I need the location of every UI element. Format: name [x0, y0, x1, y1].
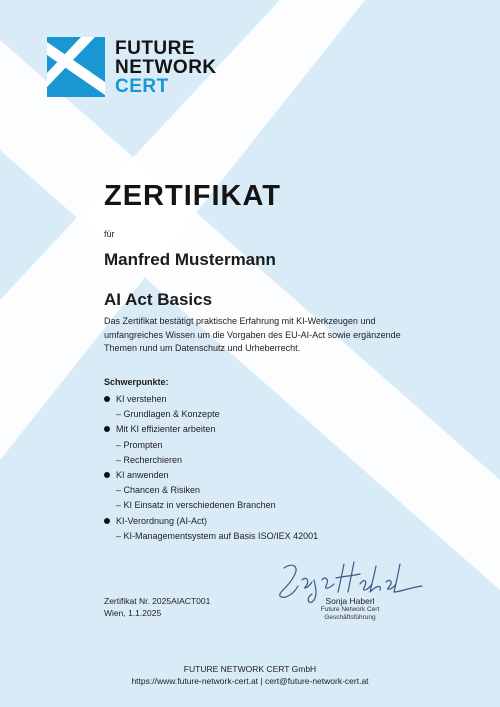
footer-contact: https://www.future-network-cert.at | cert@future-network-cert.at — [131, 676, 369, 686]
focus-item — [104, 514, 318, 544]
focus-sublist — [104, 529, 318, 544]
logo-text-future: FUTURE — [115, 37, 196, 59]
focus-sublist — [104, 438, 318, 468]
certificate-number: Zertifikat Nr. 2025AIACT001 — [104, 596, 211, 606]
focus-subitem: – Prompten — [116, 439, 163, 450]
focus-heading: Schwerpunkte: — [104, 377, 169, 387]
focus-item — [104, 392, 318, 422]
focus-item — [104, 422, 318, 468]
footer — [0, 663, 500, 687]
signer-block — [300, 596, 400, 622]
focus-list — [104, 392, 318, 544]
bullet-icon — [104, 426, 110, 432]
signer-role: Geschäftsführung — [324, 614, 376, 621]
focus-subitem: – KI-Managementsystem auf Basis ISO/IEX 42001 — [116, 530, 319, 541]
focus-subitem: – Recherchieren — [116, 454, 183, 465]
certificate-description: Das Zertifikat bestätigt praktische Erfahrung mit KI-Werkzeugen und umfangreiches Wissen um die Vorgaben des EU-AI-Act sowie ergänzende Themen rund um Datenschutz und Urheberrecht. — [104, 316, 401, 353]
recipient-name: Manfred Mustermann — [104, 250, 276, 269]
focus-item-label: KI-Verordnung (AI-Act) — [116, 515, 208, 526]
brand-logo — [47, 37, 217, 97]
bullet-icon — [104, 472, 110, 478]
signer-name: Sonja Haberl — [325, 596, 375, 606]
bullet-icon — [104, 396, 110, 402]
bullet-icon — [104, 518, 110, 524]
signer-company: Future Network Cert — [320, 606, 380, 613]
focus-sublist — [104, 407, 318, 422]
focus-subitem: – KI Einsatz in verschiedenen Branchen — [116, 500, 276, 511]
focus-item-label: KI anwenden — [116, 470, 169, 481]
logo-text-cert: CERT — [115, 75, 169, 97]
footer-company: FUTURE NETWORK CERT GmbH — [183, 664, 317, 674]
for-label: für — [104, 229, 115, 239]
logo-x-icon — [47, 37, 105, 97]
logo-text-network: NETWORK — [115, 56, 217, 78]
focus-subitem: – Chancen & Risiken — [116, 485, 201, 496]
focus-item — [104, 468, 318, 514]
focus-sublist — [104, 483, 318, 513]
focus-item-label: Mit KI effizienter arbeiten — [116, 424, 216, 435]
focus-item-label: KI verstehen — [116, 394, 167, 404]
focus-subitem: – Grundlagen & Konzepte — [116, 409, 220, 420]
course-title: AI Act Basics — [104, 290, 213, 309]
place-and-date: Wien, 1.1.2025 — [104, 608, 162, 618]
certificate-title: ZERTIFIKAT — [104, 180, 281, 212]
